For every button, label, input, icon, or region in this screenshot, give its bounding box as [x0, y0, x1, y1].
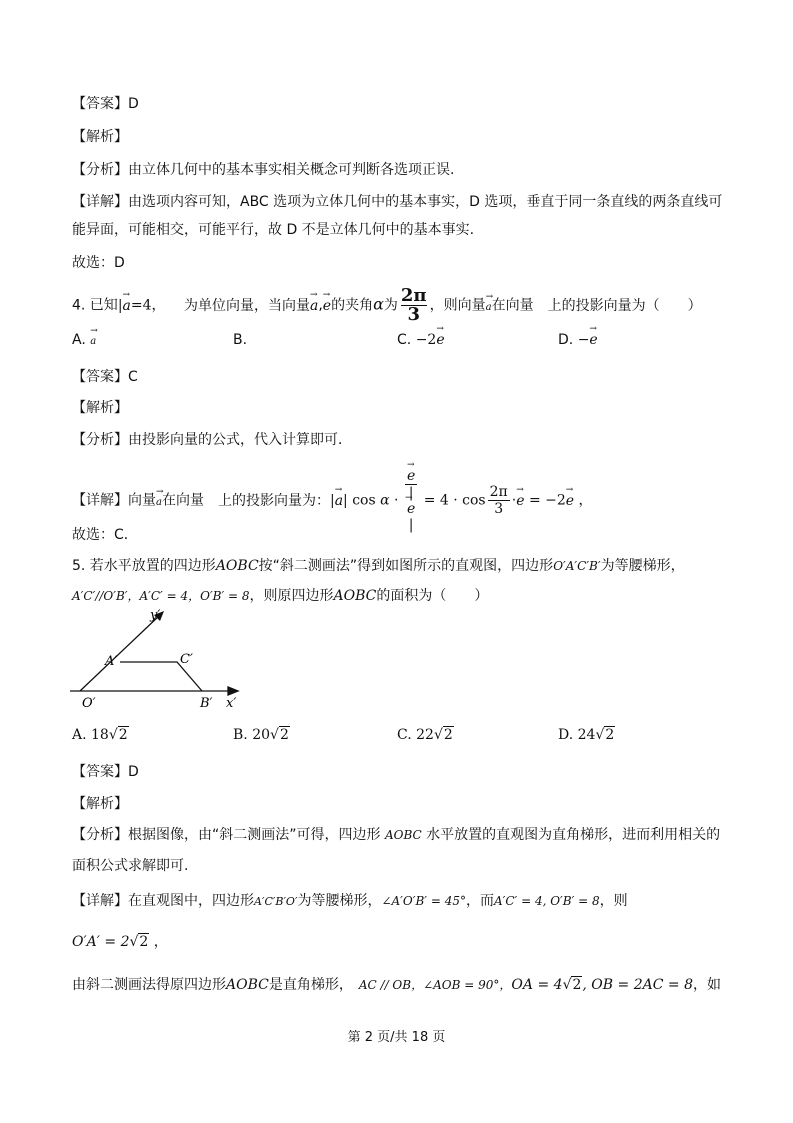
- vector-e: → e: [589, 330, 597, 350]
- opt-label: C.: [397, 332, 412, 348]
- q5-last-end: ，如: [692, 977, 721, 993]
- fenxi-label: 【分析】: [72, 162, 128, 178]
- answer-label: 【答案】: [72, 96, 128, 112]
- q5-option-b[interactable]: B. 20√2: [233, 727, 289, 743]
- quad-name: AOBC: [384, 828, 422, 842]
- opt-value: 24: [577, 727, 596, 743]
- q4-a-abs-eq: =4，: [130, 297, 166, 314]
- opt-label: A.: [72, 727, 87, 743]
- frac-num: 2π: [489, 484, 508, 500]
- quad-prime-name: O′A′C′B′: [553, 559, 601, 573]
- vector-a: → a: [335, 483, 343, 519]
- fenxi-label: 【分析】: [72, 827, 128, 843]
- q4-detail-line: 【详解】向量→ a在向量 上的投影向量为：|→ a| cos α · → e | → e | = 4 · cos $\frac{2\pi}{3}$ ·→ e = −2→ e ，: [72, 468, 593, 533]
- comma: ，: [153, 934, 168, 950]
- page-footer: 第 2 页/共 18 页: [347, 1030, 446, 1045]
- q4-option-a[interactable]: [72, 330, 96, 352]
- q4-number: 4. 已知: [72, 297, 118, 314]
- q5-detail-c: ，而: [465, 893, 494, 909]
- vector-a: → a: [486, 298, 492, 318]
- q4-answer: C: [128, 369, 138, 385]
- opt-coef: −: [577, 332, 590, 348]
- vector-e: → e: [323, 296, 331, 316]
- q4-conclusion: 故选：C．: [72, 527, 138, 543]
- q3-analysis-label: 【解析】: [72, 129, 128, 145]
- q5-line1-c: 为等腰梯形，: [600, 558, 685, 574]
- cos-text: cos: [352, 492, 376, 509]
- q4-analysis-label: 【解析】: [72, 400, 128, 416]
- abs-bar: |: [408, 485, 414, 501]
- q4-fenxi-line: [72, 430, 352, 450]
- q4-option-d[interactable]: [558, 330, 598, 350]
- label-x: x′: [226, 696, 237, 711]
- q5-detail-a: 在直观图中，四边形: [128, 893, 254, 909]
- q3-fenxi-line: [72, 160, 454, 180]
- opt-label: B.: [233, 727, 248, 743]
- q5-options: [72, 725, 732, 745]
- q5-last-line: 由斜二测画法得原四边形AOBC是直角梯形， AC // OB，∠AOB = 90°，OA = 4√2, OB = 2AC = 8，如: [72, 977, 721, 993]
- q5-line2-math: A′C′//O′B′，A′C′ = 4，O′B′ = 8: [72, 589, 250, 603]
- opt-label: D.: [558, 727, 574, 743]
- quad-prime-name: A′C′B′O′: [254, 895, 298, 908]
- alpha-symbol: α: [373, 294, 384, 314]
- q5-line1-a: 5. 若水平放置的四边形: [72, 558, 216, 574]
- fenxi-label: 【分析】: [72, 432, 128, 448]
- sqrt-arg: 2: [118, 727, 128, 743]
- angle-den: 3: [407, 304, 421, 325]
- q4-answer-line: [72, 367, 138, 387]
- q4-detail-eq1: = 4 · cos: [423, 492, 486, 509]
- vector-a: → a: [123, 296, 131, 316]
- vector-e: → e: [407, 468, 415, 484]
- opt-label: C.: [397, 727, 412, 743]
- q4-text5: ，则向量: [429, 297, 486, 314]
- angle-fraction: [401, 287, 427, 324]
- q5-figure: [70, 605, 250, 715]
- q4-text6: 在向量: [491, 297, 534, 314]
- angle-num: 2π: [400, 285, 427, 306]
- sqrt-arg: 2: [139, 934, 149, 950]
- q4-question: 4. 已知|→ a=4， 为单位向量，当向量→ a,→ e的夹角α为 $\frac{2\pi}{3}$ ，则向量→ a在向量 上的投影向量为（ ）: [72, 287, 702, 324]
- q5-last-b: 是直角梯形，: [268, 977, 353, 993]
- q5-fenxi-line1: [72, 825, 720, 845]
- q5-line1-b: 按“斜二测画法”得到如图所示的直观图，四边形: [258, 558, 554, 574]
- label-a: A′: [105, 654, 118, 669]
- detail-label: 【详解】: [72, 492, 128, 509]
- detail-label: 【详解】: [72, 194, 128, 210]
- q4-text3: 的夹角: [331, 297, 374, 314]
- vector-a: → a: [310, 296, 318, 316]
- label-b: B′: [200, 696, 213, 711]
- q5-option-a[interactable]: A. 18√2: [72, 727, 128, 743]
- label-c: C′: [180, 652, 193, 667]
- opt-value: 20: [252, 727, 271, 743]
- opt-coef: −2: [415, 332, 437, 348]
- q3-detail-line1: [72, 192, 722, 212]
- q4-fenxi: 由投影向量的公式，代入计算即可．: [128, 432, 352, 448]
- q4-option-c[interactable]: [397, 330, 445, 350]
- vector-a: → a: [90, 332, 96, 352]
- q4-option-b[interactable]: [233, 330, 247, 350]
- q4-text7: 上的投影向量为（ ）: [547, 297, 702, 314]
- alpha-symbol: α: [380, 492, 390, 509]
- detail-label: 【详解】: [72, 893, 128, 909]
- answer-label: 【答案】: [72, 369, 128, 385]
- q5-answer: D: [128, 764, 139, 780]
- q3-detail-line2: 能异面，可能相交，可能平行，故 D 不是立体几何中的基本事实.: [72, 222, 475, 238]
- last-math2: OA = 4: [511, 977, 563, 993]
- q3-answer-line: [72, 94, 139, 114]
- q5-detail-line2: O′A′ = 2√2 ，: [72, 934, 168, 950]
- q4-options: [72, 330, 732, 350]
- abs-bar: |: [329, 492, 335, 509]
- unit-vector-fraction: [405, 468, 417, 533]
- label-y: y′: [150, 608, 161, 623]
- answer-label: 【答案】: [72, 764, 128, 780]
- q5-line2-c: 的面积为（ ）: [376, 588, 489, 604]
- q5-answer-line: [72, 762, 139, 782]
- q5-line2-b: ，则原四边形: [249, 588, 334, 604]
- sqrt-arg: 2: [443, 727, 453, 743]
- x-axis-arrow: [228, 687, 238, 695]
- sqrt-arg: 2: [572, 977, 582, 993]
- opt-label: D.: [558, 332, 574, 348]
- vector-e: → e: [436, 330, 444, 350]
- q3-fenxi: 由立体几何中的基本事实相关概念可判断各选项正误.: [128, 162, 455, 178]
- vector-e: → e: [405, 501, 417, 517]
- opt-value: 22: [416, 727, 434, 743]
- last-math3: , OB = 2AC = 8: [582, 977, 693, 993]
- opt-value: 18: [91, 727, 109, 743]
- q5-line2: [72, 586, 488, 606]
- opt-label: B.: [233, 332, 248, 348]
- sqrt-arg: 2: [605, 727, 615, 743]
- abs-bar: |: [117, 297, 123, 314]
- frac-den: 3: [494, 501, 504, 517]
- q5-fenxi-a: 根据图像，由“斜二测画法”可得，四边形: [128, 827, 381, 843]
- q3-conclusion: 故选：D: [72, 255, 125, 271]
- sqrt-arg: 2: [279, 727, 289, 743]
- q4-detail-text2: 在向量: [161, 492, 204, 509]
- q5-detail-line1: [72, 891, 628, 912]
- q4-text4: 为: [383, 297, 398, 314]
- q3-detail-1: 由选项内容可知，ABC 选项为立体几何中的基本事实，D 选项，垂直于同一条直线的两条直线可: [128, 194, 723, 210]
- q5-option-c[interactable]: C. 22√2: [397, 727, 453, 743]
- quad-name: AOBC: [215, 558, 259, 574]
- q5-fenxi-line2: 面积公式求解即可.: [72, 858, 189, 874]
- q4-detail-text3: 上的投影向量为：: [217, 492, 330, 509]
- last-math1: AC // OB，∠AOB = 90°，: [358, 978, 512, 992]
- angle-fraction: [488, 484, 510, 517]
- vector-e: → e: [566, 483, 574, 519]
- quad-name: AOBC: [333, 588, 377, 604]
- q5-option-d[interactable]: D. 24√2: [558, 727, 615, 743]
- q5-detail-d: ，则: [599, 893, 628, 909]
- q5-analysis-label: 【解析】: [72, 796, 128, 812]
- abs-bar: |: [408, 517, 414, 533]
- q5-last-a: 由斜二测画法得原四边形: [72, 977, 226, 993]
- vector-a: → a: [156, 485, 162, 521]
- oa-length: O′A′ = 2: [72, 934, 130, 950]
- q4-text2: 为单位向量，当向量: [183, 297, 310, 314]
- abs-bar: |: [343, 492, 348, 509]
- q3-answer: D: [128, 96, 139, 112]
- y-axis: [80, 615, 160, 691]
- quad-name: AOBC: [226, 977, 269, 993]
- q4-detail-text1: 向量: [128, 492, 156, 509]
- label-o: O′: [82, 696, 96, 711]
- detail-values: A′C′ = 4, O′B′ = 8: [493, 894, 600, 908]
- q5-line1: [72, 556, 685, 576]
- q5-detail-b: 为等腰梯形，: [297, 893, 382, 909]
- q4-detail-eq2: = −2: [528, 492, 566, 509]
- vector-e: → e: [516, 483, 524, 519]
- q5-fenxi-b: 水平放置的直观图为直角梯形，进而利用相关的: [426, 827, 721, 843]
- opt-label: A.: [72, 332, 86, 348]
- angle-text: ∠A′O′B′ = 45°: [381, 894, 466, 908]
